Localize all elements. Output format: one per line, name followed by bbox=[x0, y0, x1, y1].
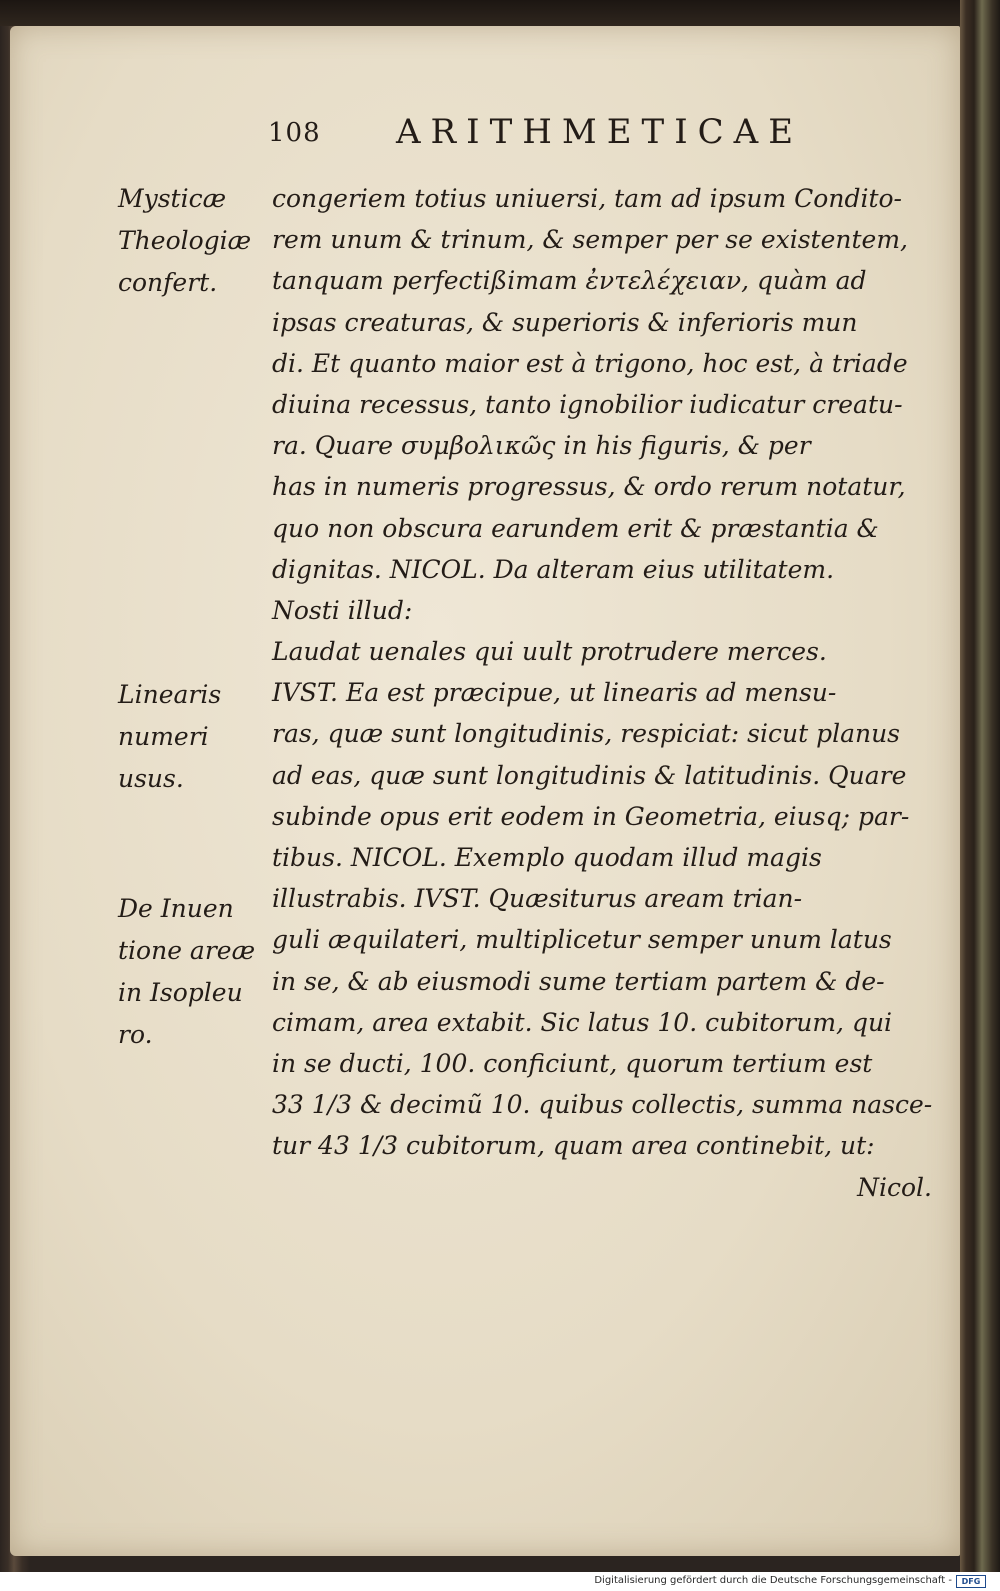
text-line: di. Et quanto maior est à trigono, hoc est, à triade bbox=[272, 348, 908, 378]
marginal-line: usus. bbox=[118, 764, 184, 793]
text-line: tibus. NICOL. Exemplo quodam illud magis bbox=[272, 843, 822, 872]
text-line: guli æquilateri, multiplicetur semper unum latus bbox=[272, 925, 892, 955]
text-line: Nosti illud: bbox=[272, 595, 413, 625]
page-number: 108 bbox=[268, 118, 321, 148]
text-line: in se, & ab eiusmodi sume tertiam partem & de- bbox=[272, 966, 885, 996]
text-line: ras, quæ sunt longitudinis, respiciat: sicut planus bbox=[272, 719, 901, 749]
text-line: 33 1/3 & decimũ 10. quibus collectis, summa nasce- bbox=[272, 1090, 933, 1120]
marginal-line: Theologiæ bbox=[118, 226, 252, 255]
marginal-line: numeri bbox=[118, 722, 209, 751]
marginal-note-de-inventione bbox=[118, 888, 278, 1056]
catchword: Nicol. bbox=[857, 1172, 932, 1202]
text-line: illustrabis. IVST. Quæsiturus aream trian- bbox=[272, 884, 803, 914]
running-title: ARITHMETICAE bbox=[396, 112, 804, 152]
text-line: has in numeris progressus, & ordo rerum notatur, bbox=[272, 472, 906, 502]
text-line: quo non obscura earundem erit & præstantia & bbox=[272, 513, 879, 543]
scan-top-border bbox=[0, 0, 1000, 26]
text-line: ad eas, quæ sunt longitudinis & latitudinis. Quare bbox=[272, 760, 907, 790]
text-line: dignitas. NICOL. Da alteram eius utilitatem. bbox=[272, 554, 835, 584]
dfg-logo-icon: DFG bbox=[956, 1575, 986, 1588]
text-line: cimam, area extabit. Sic latus 10. cubitorum, qui bbox=[272, 1007, 893, 1037]
text-line: IVST. Ea est præcipue, ut linearis ad mensu- bbox=[272, 678, 837, 708]
marginal-line: in Isopleu bbox=[118, 978, 243, 1007]
marginal-note-linearis bbox=[118, 674, 278, 800]
digitization-footer bbox=[0, 1572, 1000, 1591]
text-line: Laudat uenales qui uult protrudere merces. bbox=[272, 637, 827, 667]
marginal-line: confert. bbox=[118, 268, 218, 297]
marginal-line: tione areæ bbox=[118, 936, 256, 965]
marginal-line: Linearis bbox=[118, 680, 222, 709]
marginal-line: Mysticæ bbox=[118, 184, 227, 213]
text-line: subinde opus erit eodem in Geometria, eiusq; par- bbox=[272, 801, 910, 831]
running-head bbox=[268, 112, 868, 152]
main-text bbox=[272, 178, 932, 1208]
marginal-note-mysticae bbox=[118, 178, 278, 304]
marginal-line: De Inuen bbox=[118, 894, 234, 923]
text-line: ipsas creaturas, & superioris & inferioris mun bbox=[272, 307, 858, 337]
book-fore-edge bbox=[960, 0, 1000, 1572]
funding-credit: Digitalisierung gefördert durch die Deutsche Forschungsgemeinschaft - bbox=[594, 1575, 952, 1586]
text-line: tanquam perfectißimam ἐντελέχειαν, quàm ad bbox=[272, 266, 867, 296]
text-line: rem unum & trinum, & semper per se existentem, bbox=[272, 225, 908, 255]
marginal-line: ro. bbox=[118, 1020, 153, 1049]
text-line: tur 43 1/3 cubitorum, quam area continebit, ut: bbox=[272, 1131, 875, 1161]
text-line: congeriem totius uniuersi, tam ad ipsum Condito- bbox=[272, 184, 902, 213]
text-line: diuina recessus, tanto ignobilior iudicatur creatu- bbox=[272, 389, 903, 419]
text-line: in se ducti, 100. conficiunt, quorum tertium est bbox=[272, 1048, 873, 1078]
text-line: ra. Quare συμβολικῶς in his figuris, & per bbox=[272, 431, 811, 461]
